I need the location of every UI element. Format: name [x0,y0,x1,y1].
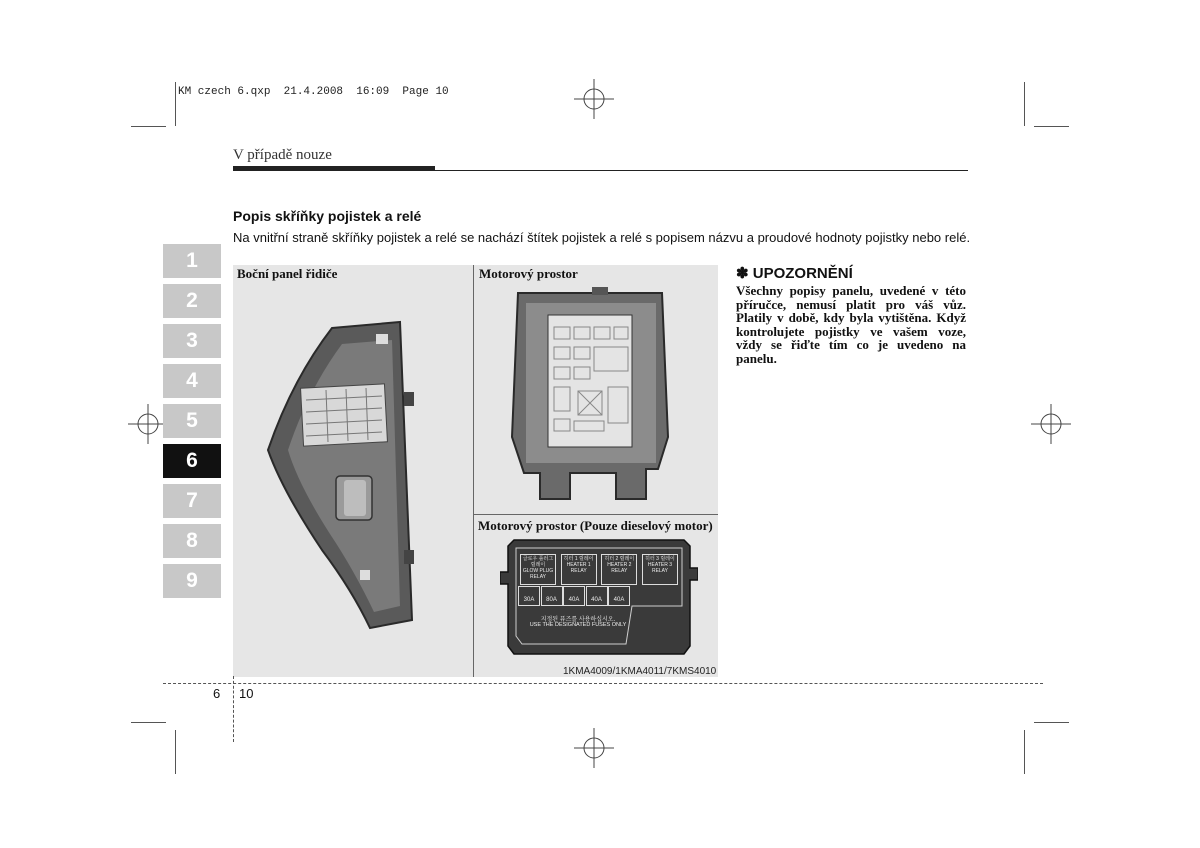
panel-divider [473,265,474,677]
relay-heater-3: 히터 3 릴레이 HEATER 3 RELAY [642,554,678,585]
fuse-warning-en: USE THE DESIGNATED FUSES ONLY [529,622,627,628]
crop-mark [131,126,166,127]
header-rule-thick [233,166,435,171]
intro-paragraph: Na vnitřní straně skříňky pojistek a relé se nachází štítek pojistek a relé s popisem názvu a proudové hodnoty pojistky nebo relé. [233,230,971,245]
crop-mark [1024,82,1025,126]
fuse-label: 30A [518,586,540,606]
chapter-tabs [163,244,221,604]
fuse-label: 40A [608,586,630,606]
footer-rule [163,683,1043,684]
driver-side-panel-illustration [262,320,422,632]
chapter-tab-9[interactable]: 9 [163,564,221,598]
notice-body: Všechny popisy panelu, uvedené v této příručce, nemusí platit pro váš vůz. Platily v době, kdy byla vytištěna. Když kontrolujete pojistky ve vašem voze, vždy se řiďte tím co je uvedeno na panelu. [736,283,966,366]
relay-heater-2: 히터 2 릴레이 HEATER 2 RELAY [601,554,637,585]
page-number: 10 [239,686,254,701]
fuse-label: 40A [586,586,608,606]
diesel-panel-label: Motorový prostor (Pouze dieselový motor) [478,518,713,533]
chapter-tab-8[interactable]: 8 [163,524,221,558]
registration-mark-icon [574,728,614,768]
engine-fuse-box-illustration [508,287,674,509]
relay-heater-1: 히터 1 릴레이 HEATER 1 RELAY [561,554,597,585]
engine-panel-label: Motorový prostor [479,266,578,281]
registration-mark-icon [1031,404,1071,444]
page-heading: Popis skříňky pojistek a relé [233,208,422,224]
notice-title: ✽ UPOZORNĚNÍ [736,265,853,282]
panel-divider [473,514,718,515]
page-chapter: 6 [213,686,221,701]
crop-mark [1034,722,1069,723]
image-code: 1KMA4009/1KMA4011/7KMS4010 [563,666,717,677]
chapter-tab-6[interactable]: 6 [163,444,221,478]
relay-glow-plug: 글로우 플러그 릴레이 GLOW PLUG RELAY [520,554,556,585]
printer-slug: KM czech 6.qxp 21.4.2008 16:09 Page 10 [178,86,449,98]
fuse-label: 80A [541,586,563,606]
crop-mark [1024,730,1025,774]
diesel-relay-box [500,538,698,656]
crop-mark [175,82,176,126]
crop-mark [1034,126,1069,127]
registration-mark-icon [574,79,614,119]
fuse-label: 40A [563,586,585,606]
chapter-tab-5[interactable]: 5 [163,404,221,438]
chapter-tab-4[interactable]: 4 [163,364,221,398]
chapter-tab-1[interactable]: 1 [163,244,221,278]
left-panel-label: Boční panel řidiče [237,266,338,281]
registration-mark-icon [128,404,168,444]
header-rule-thin [435,170,968,171]
chapter-tab-2[interactable]: 2 [163,284,221,318]
fuse-warning-ko: 지정된 퓨즈를 사용하십시오. [540,617,616,623]
crop-mark [131,722,166,723]
chapter-tab-7[interactable]: 7 [163,484,221,518]
chapter-tab-3[interactable]: 3 [163,324,221,358]
section-title: V případě nouze [233,147,332,163]
crop-mark [175,730,176,774]
footer-rule-vertical [233,676,234,742]
